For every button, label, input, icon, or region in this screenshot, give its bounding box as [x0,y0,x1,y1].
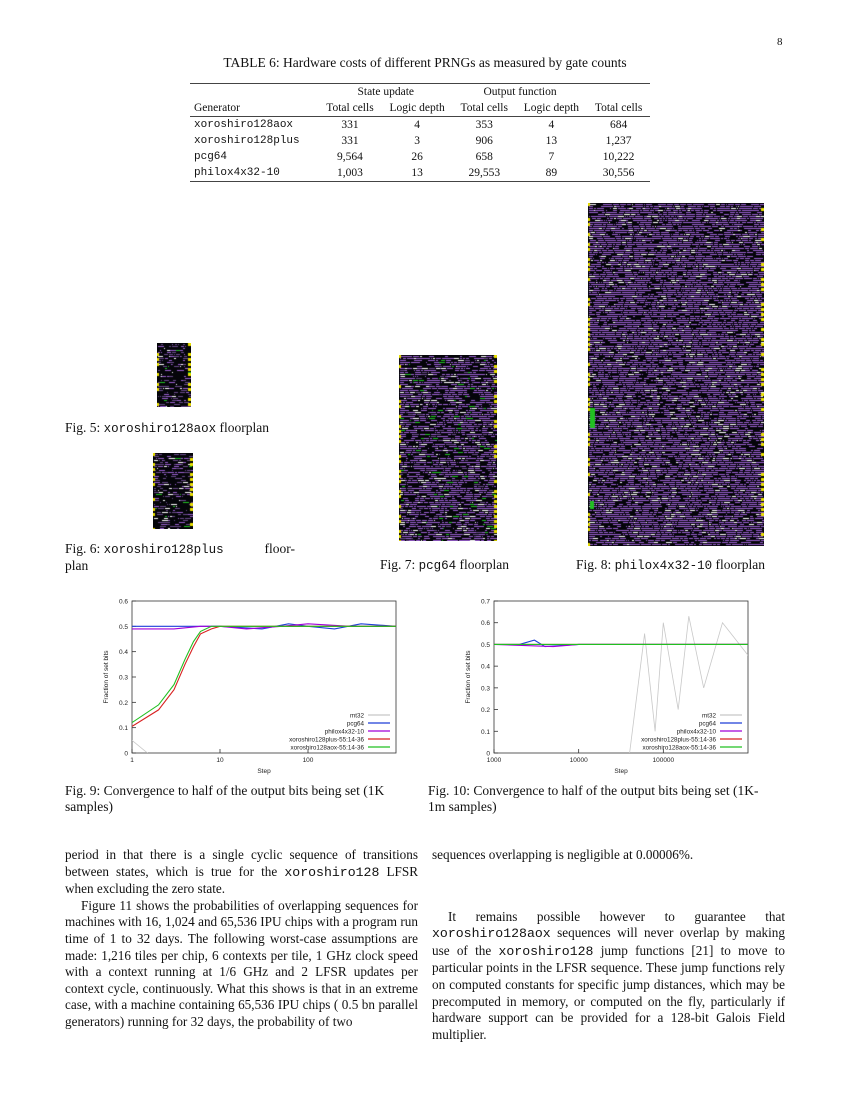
fig8-caption: Fig. 8: philox4x32-10 floorplan [576,557,766,573]
legend-label: philox4x32-10 [324,728,364,736]
legend-label: philox4x32-10 [676,728,716,736]
table-cell: xoroshiro128aox [194,119,294,131]
legend-label: xoroshiro128aox-55:14-36 [642,744,716,752]
table-row [190,149,650,165]
fig9-caption: Fig. 9: Convergence to half of the output bits being set (1K samples) [65,783,385,814]
table-cell: 3 [414,135,420,147]
body-left-column [65,847,418,1031]
table-cell: 906 [475,135,493,147]
paragraph: It remains possible however to guarantee that xoroshiro128aox sequences will never overlap by making use of the xoroshiro128 jump functions [21] to move to particular points in the LFSR sequence. These jump functions rely on computed constants for specific jump distances, which may be precomputed in memory, or computed on the fly, particularly if hardware support can be provided for a 128-bit Galois Field multiplier. [432,908,785,1042]
table-cell: 13 [545,135,558,147]
column-header: Logic depth [381,100,453,117]
table-cell: 7 [548,151,555,163]
y-axis-label: Fraction of set bits [103,650,110,704]
x-tick-label: 1000 [486,757,502,764]
table-cell: 4 [548,119,555,131]
table-cell: 1,003 [319,165,382,182]
table-cell: 10,222 [602,151,635,163]
table-cell: philox4x32-10 [190,165,319,182]
paragraph: Figure 11 shows the probabilities of overlapping sequences for machines with 16, 1,024 and 65,536 IPU chips with a program run time of 1 to 32 days. The following worst-case assumptions are made: 1,216 tiles per chip, 6 contexts per tile, 1 GHz clock speed with a context running at 1/6 GHz and 2 LFSR updates per context cycle, continuously. What this shows is that in an extreme case, with a machine containing 65,536 IPU chips ( 0.5 bn parallel generators) running for 32 days, the probability of two [65,897,418,1029]
y-tick-label: 0.3 [480,685,490,693]
fig10-caption: Fig. 10: Convergence to half of the output bits being set (1K- 1m samples) [428,783,759,814]
column-header: Logic depth [516,100,588,117]
fig7-caption: Fig. 7: pcg64 floorplan [380,557,510,573]
legend-label: xoroshiro128aox-55:14-36 [290,744,364,752]
table-cell: 13 [381,165,453,182]
legend-label: mt32 [350,712,364,720]
x-tick-label: 100 [302,757,314,764]
xoroshiro128plus-floorplan-image [153,453,193,529]
y-tick-label: 0.5 [480,641,490,649]
table-row [190,117,650,134]
table-cell: 4 [414,119,420,131]
fig9-convergence-chart [100,593,400,775]
fig6-caption: Fig. 6: xoroshiro128plus floor- plan [65,541,295,573]
table-cell: 658 [475,151,493,163]
xoroshiro128aox-floorplan-image [157,343,191,407]
page-number: 8 [777,36,783,48]
y-tick-label: 0.6 [118,598,128,606]
y-tick-label: 0 [124,750,128,758]
philox-floorplan-image [588,203,764,546]
fig10-chart-svg [462,593,752,775]
series-line-xoroshiro128plus-55:14-36 [132,626,396,726]
y-tick-label: 0.5 [118,623,128,631]
table-cell: 684 [609,119,628,131]
y-tick-label: 0.4 [118,649,128,657]
y-tick-label: 0.6 [480,620,490,628]
group-header-output-function: Output function [483,86,557,98]
fig5-caption: Fig. 5: xoroshiro128aox floorplan [65,420,270,436]
series-line-mt32 [132,740,148,753]
y-tick-label: 0 [486,750,490,758]
legend-label: xoroshiro128plus-55:14-36 [289,736,364,744]
x-tick-label: 10000 [569,757,588,764]
table-cell: 1,237 [605,135,632,147]
paragraph: period in that there is a single cyclic sequence of transitions between states, which is true for the xoroshiro128 LFSR when excluding the zero state. [65,847,418,897]
x-tick-label: 100000 [652,757,675,764]
table-cell: xoroshiro128plus [194,135,300,147]
column-header: Total cells [453,100,516,117]
table-cell: 30,556 [587,165,650,182]
column-header: Total cells [319,100,382,117]
legend-label: xoroshiro128plus-55:14-36 [641,736,716,744]
x-axis-label: Step [257,768,271,775]
y-tick-label: 0.1 [118,725,128,733]
hardware-cost-table [190,83,650,182]
column-header: Total cells [587,100,650,117]
table-cell: 9,564 [337,151,363,163]
table-cell: 353 [475,119,493,131]
y-axis-label: Fraction of set bits [465,650,472,704]
column-header: Generator [190,100,319,117]
y-tick-label: 0.2 [480,707,490,715]
x-tick-label: 1 [130,757,134,764]
table-cell: 26 [411,151,423,163]
table-cell: 89 [516,165,588,182]
table-cell: 331 [341,119,359,131]
body-right-column [432,847,785,1043]
y-tick-label: 0.3 [118,674,128,682]
table-row [190,165,650,182]
y-tick-label: 0.7 [480,598,490,606]
x-axis-label: Step [614,768,628,775]
paragraph: sequences overlapping is negligible at 0.00006%. [432,847,694,862]
fig10-convergence-chart [462,593,752,775]
series-line-xoroshiro128aox-55:14-36 [132,626,396,722]
legend-label: pcg64 [346,720,364,728]
table-row [190,133,650,149]
fig9-chart-svg [100,593,400,775]
group-header-state-update: State update [357,86,415,98]
table-cell: 331 [341,135,359,147]
x-tick-label: 10 [216,757,224,764]
table-cell: 29,553 [453,165,516,182]
table-cell: pcg64 [194,151,228,163]
pcg64-floorplan-image [399,355,497,541]
legend-label: mt32 [702,712,716,720]
y-tick-label: 0.1 [480,728,490,736]
y-tick-label: 0.2 [118,699,128,707]
y-tick-label: 0.4 [480,663,490,671]
table-caption: TABLE 6: Hardware costs of different PRNGs as measured by gate counts [223,55,627,70]
legend-label: pcg64 [698,720,716,728]
